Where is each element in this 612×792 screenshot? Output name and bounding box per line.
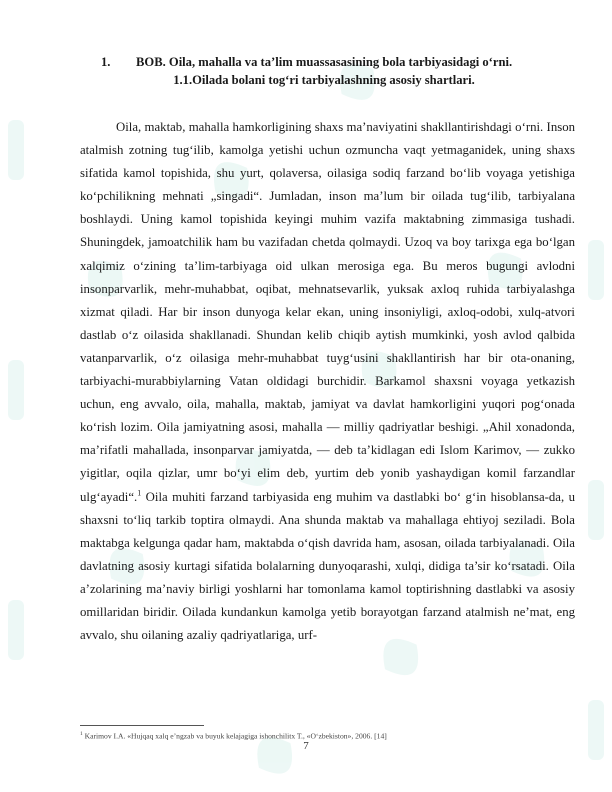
footnote-marker: 1: [80, 731, 83, 737]
chapter-title: BOB. Oila, mahalla va ta’lim muassasasining bola tarbiyasidagi o‘rni.: [136, 55, 513, 69]
paragraph-text-2: Oila muhiti farzand tarbiyasida eng muhim va dastlabki bo‘ g‘in hisoblansa-da, u shaxsni to‘liq tarkib toptira olmaydi. Ana shunda maktab va mahallaga ehtiyoj seziladi. Bola maktabga kelgunga qadar ham, maktabda o‘qish davrida ham, asosan, oilada tarbiyalanadi. Oila davlatning asosiy kurtagi sifatida bolalarning dunyoqarashi, xulqi, didiga ta’sir ko‘rsatadi. Oila a’zolarining ma’naviy birligi yoshlarni har tomonlama kamol toptirishning dastlabki va asosiy omillaridan biridir. Oilada kundankun kamolga yetib borayotgan farzand atalmish ne’mat, eng avvalo, shu oilaning azaliy qadriyatlariga, urf-: [80, 489, 575, 643]
footnote-reference[interactable]: 1: [137, 488, 142, 498]
paragraph-text-1: Oila, maktab, mahalla hamkorligining shaxs ma’naviyatini shakllantirishdagi o‘rni. Inson atalmish zotning tug‘ilib, kamolga yetishi uchun ozmuncha vaqt yetmaganidek, uning shaxs sifatida kamol topishida, shu yurt, qolaversa, oilasiga sodiq farzand bo‘lib voyaga yetishiga ko‘pchilikning mehnati „singadi“. Jumladan, inson ma’lum bir oilada tug‘ilib, tarbiyalana boshlaydi. Uning kamol topishida keyingi muhim vazifa maktabning zimmasiga tushadi. Shuningdek, jamoatchilik ham bu vazifadan chetda qolmaydi. Uzoq va boy tarixga ega bo‘lgan xalqimiz o‘zining ta’lim-tarbiyaga oid ulkan merosiga ega. Bu meros bugungi avlodni insonparvarlik, mehr-muhabbat, oqibat, mehnatsevarlik, yuksak axloq ruhida tarbiyalashga xizmat qiladi. Har bir inson dunyoga kelar ekan, uning insoniyligi, axloq-odobi, xulq-atvori dastlab o‘z oilasida shakllanadi. Shundan kelib chiqib aytish mumkinki, yosh avlod qalbida vatanparvarlik, o‘z oilasiga mehr-muhabbat tuyg‘usini shakllantirish har bir ota-onaning, tarbiyachi-murabbiylarning Vatan oldidagi burchidir. Barkamol shaxsni voyaga yetkazish uchun, eng avvalo, oila, mahalla, maktab, jamiyat va davlat hamkorligini yuqori pog‘onada ko‘rish lozim. Oila jamiyatning asosi, mahalla — milliy qadriyatlar beshigi. „Ahil xonadonda, ma’rifatli mahallada, insonparvar jamiyatda, — deb ta’kidlagan edi Islom Karimov, — zukko yigitlar, oqila qizlar, umr bo‘yi elim deb, yurtim deb yonib yashaydigan komil farzandlar ulg‘ayadi“.: [80, 120, 575, 504]
footnote-divider: [80, 725, 204, 726]
chapter-number: 1.: [101, 55, 111, 69]
footnote-text: Karimov I.A. «Hujqaq xalq e’ngzab va buyuk kelajagiga ishonchilitx T., «O‘zbekiston», 2006. [14]: [84, 731, 387, 741]
page-number: 7: [303, 740, 309, 752]
section-heading: [0, 71, 612, 89]
section-title: 1.1.Oilada bolani tog‘ri tarbiyalashning asosiy shartlari.: [173, 73, 475, 87]
paragraph: [80, 116, 575, 647]
body-text: [80, 116, 575, 647]
